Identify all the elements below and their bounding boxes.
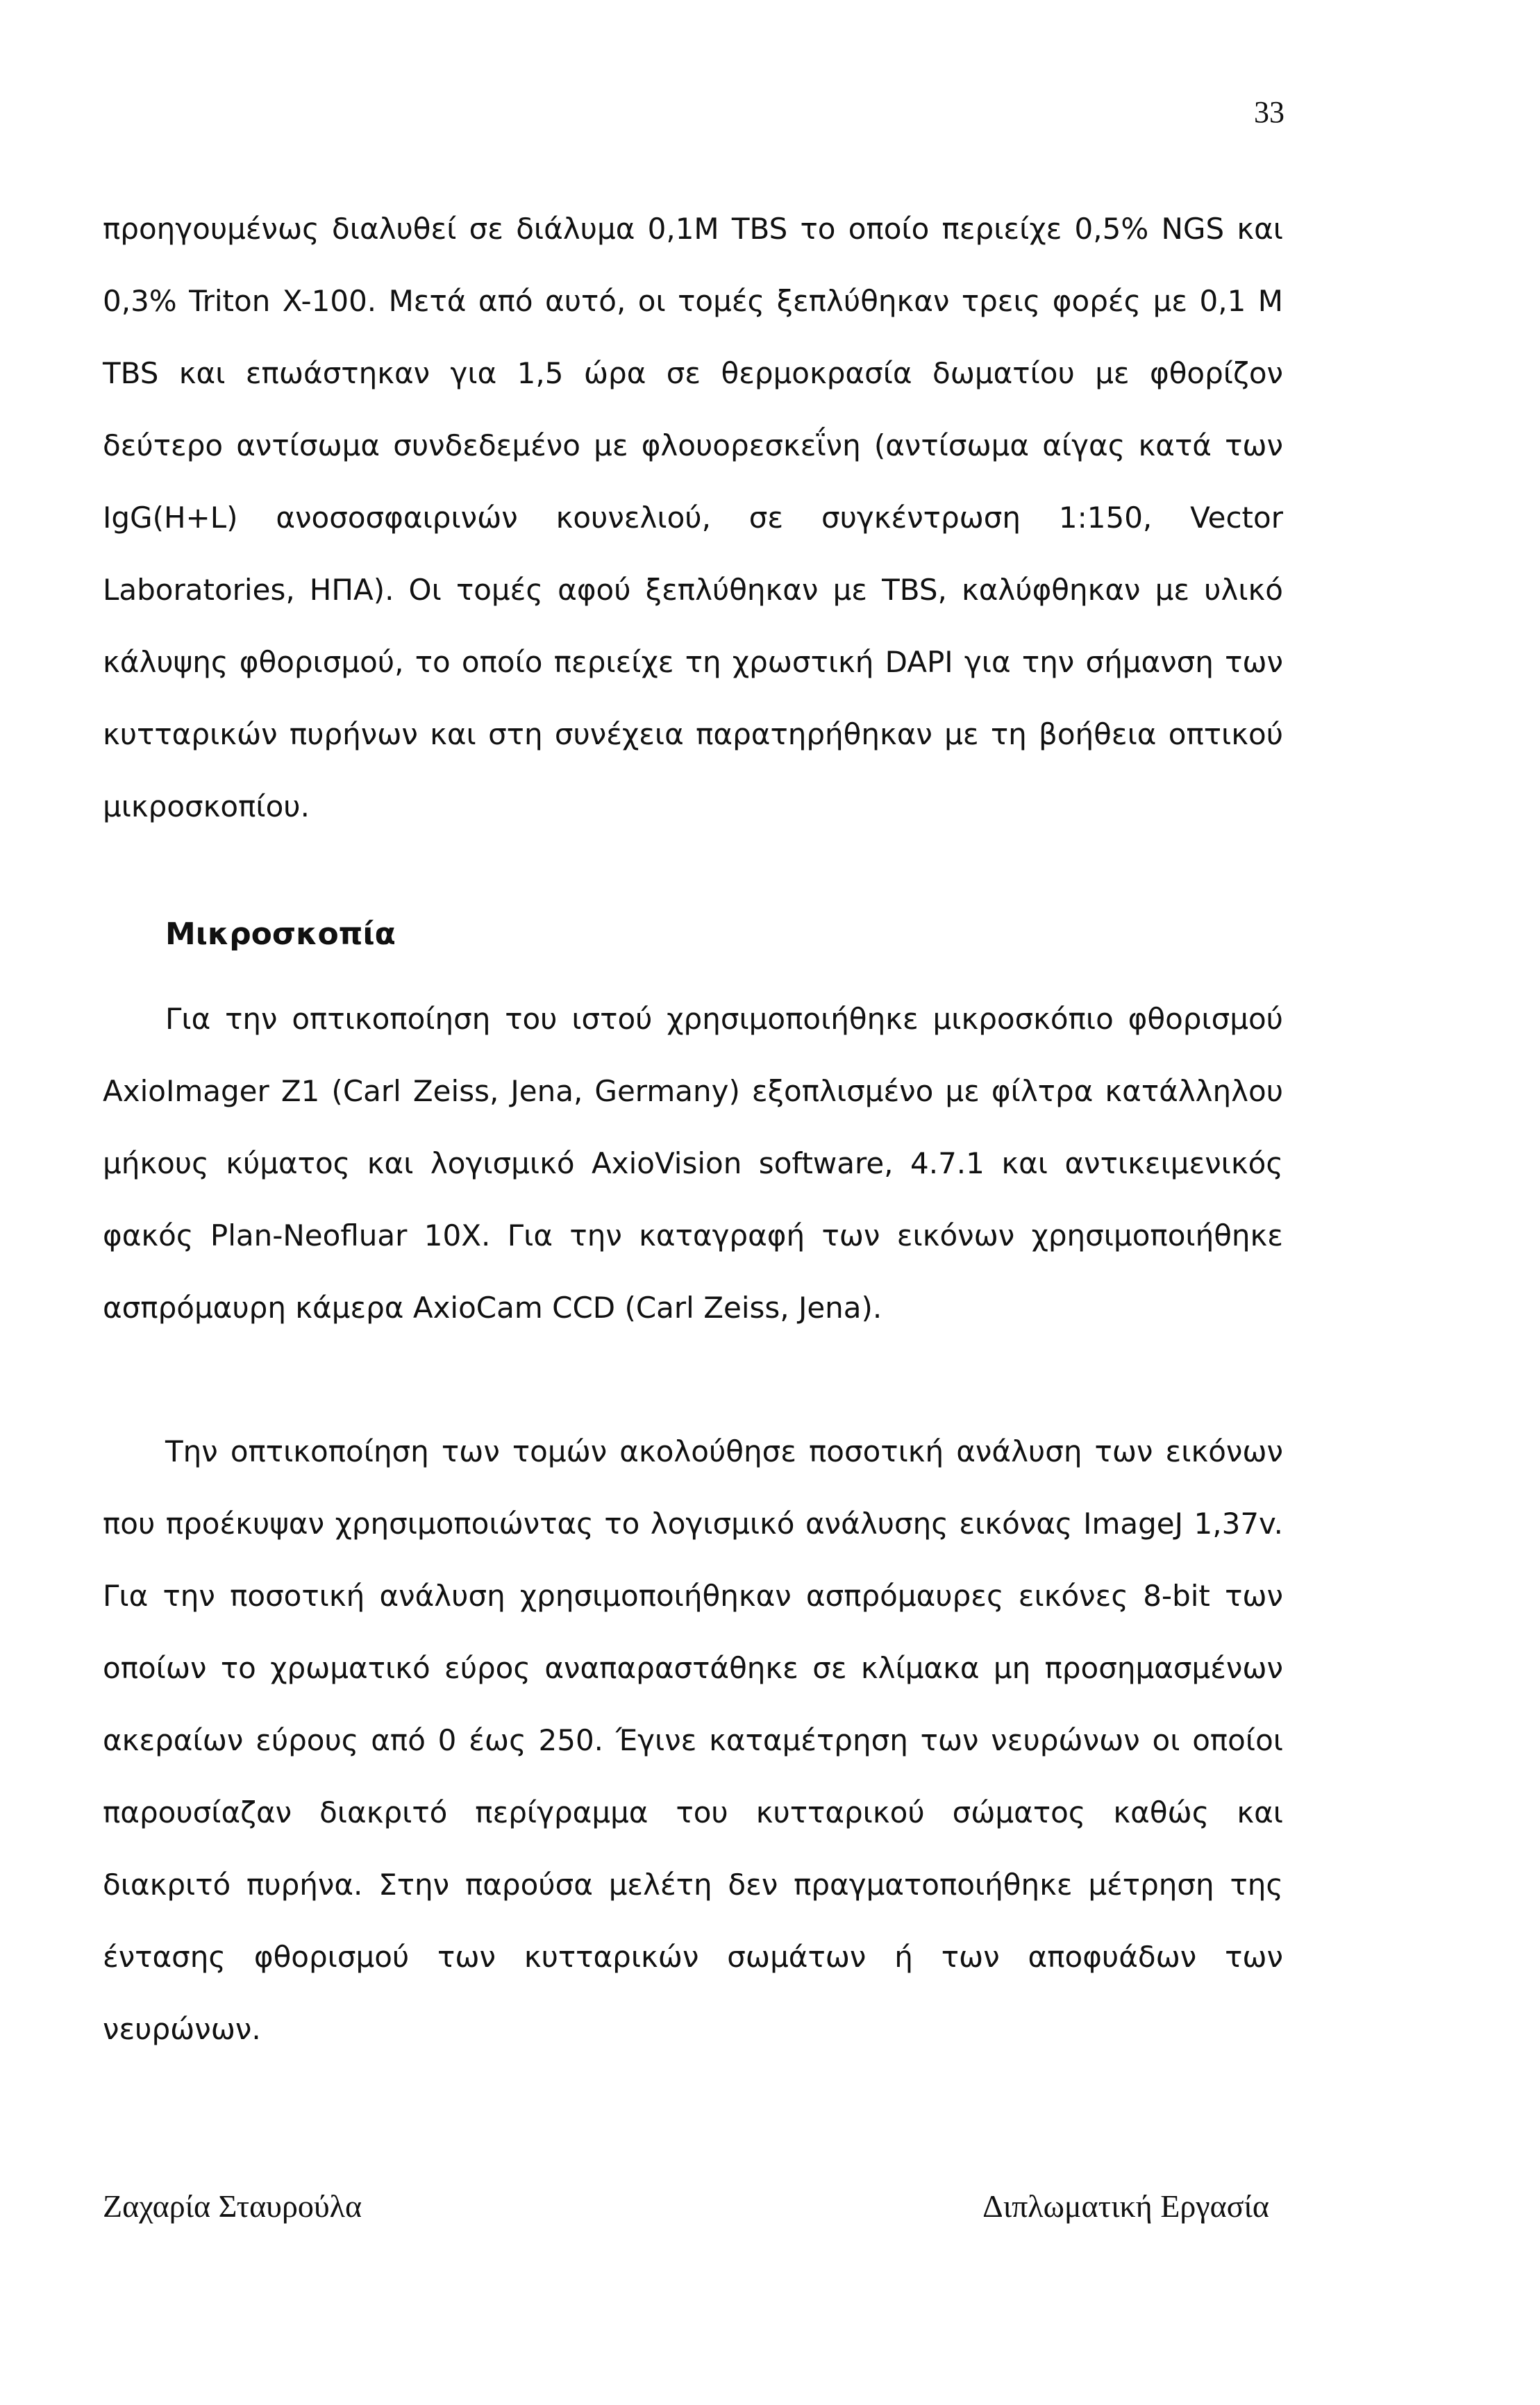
paragraph-procedure: προηγουμένως διαλυθεί σε διάλυμα 0,1M TBS το οποίο περιείχε 0,5% NGS και 0,3% Triton X-100. Μετά από αυτό, οι τομές ξεπλύθηκαν τρεις φορές με 0,1 M TBS και επωάστηκαν για 1,5 ώρα σε θερμοκρασία δωματίου με φθορίζον δεύτερο αντίσωμα συνδεδεμένο με φλουορεσκεΐνη (αντίσωμα αίγας κατά των IgG(H+L) ανοσοσφαιρινών κουνελιού, σε συγκέντρωση 1:150, Vector Laboratories, ΗΠΑ). Οι τομές αφού ξεπλύθηκαν με TBS, καλύφθηκαν με υλικό κάλυψης φθορισμού, το οποίο περιείχε τη χρωστική DAPI για την σήμανση των κυτταρικών πυρήνων και στη συνέχεια παρατηρήθηκαν με τη βοήθεια οπτικού μικροσκοπίου. bbox=[103, 212, 1283, 823]
paragraph-microscopy: Για την οπτικοποίηση του ιστού χρησιμοποιήθηκε μικροσκόπιο φθορισμού AxioImager Z1 (Carl Zeiss, Jena, Germany) εξοπλισμένο με φίλτρα κατάλληλου μήκους κύματος και λογισμικό AxioVision software, 4.7.1 και αντικειμενικός φακός Plan-Neofluar 10X. Για την καταγραφή των εικόνων χρησιμοποιήθηκε ασπρόμαυρη κάμερα AxioCam CCD (Carl Zeiss, Jena). bbox=[103, 1002, 1283, 1325]
page-number: 33 bbox=[1254, 95, 1284, 129]
footer-title: Διπλωματική Εργασία bbox=[982, 2188, 1269, 2224]
footer-author: Ζαχαρία Σταυρούλα bbox=[103, 2188, 362, 2224]
paragraph-quantitative-analysis: Την οπτικοποίηση των τομών ακολούθησε ποσοτική ανάλυση των εικόνων που προέκυψαν χρησιμοποιώντας το λογισμικό ανάλυσης εικόνας ImageJ 1,37v. Για την ποσοτική ανάλυση χρησιμοποιήθηκαν ασπρόμαυρες εικόνες 8-bit των οποίων το χρωματικό εύρος αναπαραστάθηκε σε κλίμακα μη προσημασμένων ακεραίων εύρους από 0 έως 250. Έγινε καταμέτρηση των νευρώνων οι οποίοι παρουσίαζαν διακριτό περίγραμμα του κυτταρικού σώματος καθώς και διακριτό πυρήνα. Στην παρούσα μελέτη δεν πραγματοποιήθηκε μέτρηση της έντασης φθορισμού των κυτταρικών σωμάτων ή των αποφυάδων των νευρώνων. bbox=[103, 1434, 1283, 2046]
section-heading-microscopy: Μικροσκοπία bbox=[165, 916, 396, 952]
